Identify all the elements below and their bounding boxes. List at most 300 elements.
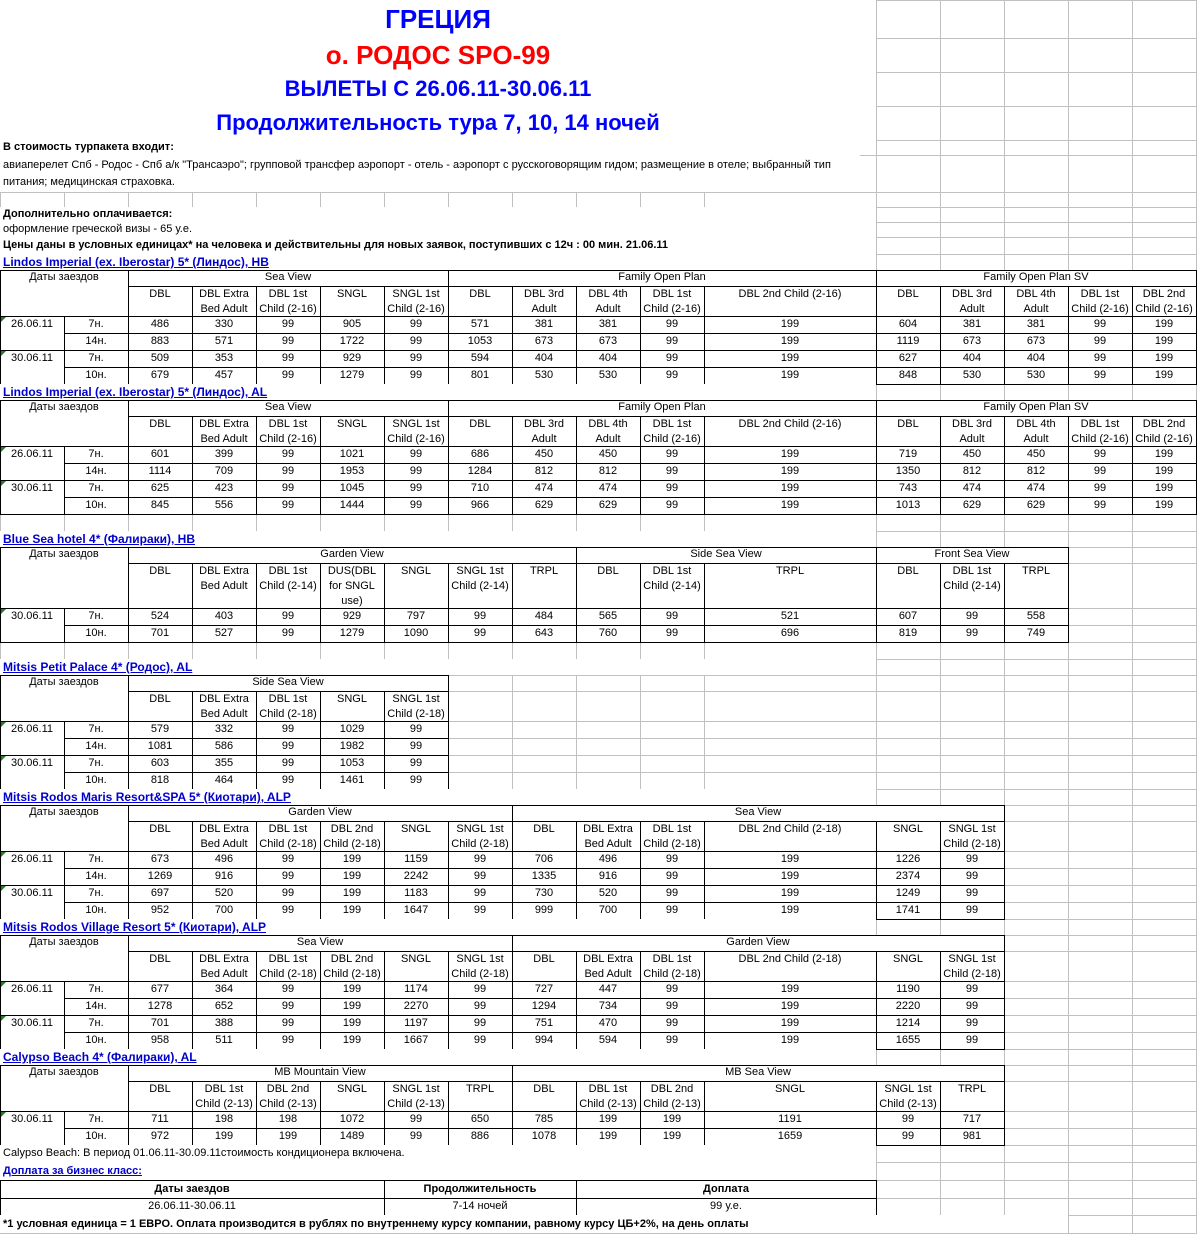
price-cell: 199 xyxy=(780,352,800,364)
room-type-header: TRPL xyxy=(465,1083,495,1095)
room-type-header: DBL 1st Child (2-14) xyxy=(943,565,1001,592)
price-cell: 423 xyxy=(214,482,234,494)
price-cell: 556 xyxy=(214,499,234,511)
duration-title: Продолжительность тура 7, 10, 14 ночей xyxy=(0,106,876,140)
price-cell: 99 xyxy=(965,983,979,995)
arrival-date: 26.06.11 xyxy=(10,318,53,330)
room-type-header: DBL 1st Child (2-18) xyxy=(259,823,317,850)
price-cell: 198 xyxy=(278,1113,298,1125)
price-cell: 99 xyxy=(965,1000,979,1012)
price-cell: 801 xyxy=(470,369,490,381)
price-cell: 199 xyxy=(1154,482,1174,494)
nights-count: 14н. xyxy=(85,465,107,477)
price-cell: 1655 xyxy=(895,1034,921,1046)
arrival-date: 26.06.11 xyxy=(10,448,53,460)
nights-count: 14н. xyxy=(85,335,107,347)
room-type-header: SNGL 1st Child (2-18) xyxy=(451,953,509,980)
price-cell: 1269 xyxy=(147,870,173,882)
arrival-date: 30.06.11 xyxy=(10,1017,53,1029)
room-group-header: Family Open Plan SV xyxy=(983,401,1089,413)
price-cell: 700 xyxy=(214,904,234,916)
hotel-title-link[interactable]: Calypso Beach 4* (Фалираки), AL xyxy=(0,1049,876,1065)
price-cell: 99 xyxy=(409,335,423,347)
price-cell: 199 xyxy=(342,853,362,865)
price-cell: 604 xyxy=(898,318,918,330)
nights-count: 7н. xyxy=(88,887,104,899)
price-cell: 1278 xyxy=(147,1000,173,1012)
dates-label: Даты заездов xyxy=(29,401,99,413)
room-type-header: DBL 1st Child (2-16) xyxy=(1071,418,1129,445)
price-cell: 1045 xyxy=(339,482,365,494)
price-cell: 99 xyxy=(281,335,295,347)
room-type-header: DBL xyxy=(149,823,171,835)
price-cell: 586 xyxy=(214,740,234,752)
room-type-header: DBL 2nd Child (2-13) xyxy=(643,1083,701,1110)
price-cell: 711 xyxy=(151,1113,169,1125)
price-cell: 524 xyxy=(150,610,170,622)
price-cell: 1982 xyxy=(339,740,365,752)
price-cell: 404 xyxy=(598,352,618,364)
price-cell: 99 xyxy=(1093,335,1107,347)
dates-label: Даты заездов xyxy=(29,936,99,948)
price-cell: 1053 xyxy=(339,757,365,769)
room-type-header: SNGL xyxy=(893,823,923,835)
price-cell: 99 xyxy=(281,853,295,865)
price-cell: 474 xyxy=(1026,482,1046,494)
price-cell: 709 xyxy=(214,465,234,477)
price-cell: 99 xyxy=(473,853,487,865)
room-type-header: DBL 1st Child (2-18) xyxy=(259,693,317,720)
price-cell: 717 xyxy=(962,1113,982,1125)
room-type-header: DBL Extra Bed Adult xyxy=(199,288,249,315)
room-type-header: DBL 2nd Child (2-18) xyxy=(323,953,381,980)
price-cell: 199 xyxy=(598,1130,618,1142)
price-cell: 696 xyxy=(780,627,800,639)
price-cell: 99 xyxy=(281,369,295,381)
price-cell: 99 xyxy=(665,1034,679,1046)
price-cell: 929 xyxy=(342,352,362,364)
price-cell: 1053 xyxy=(467,335,493,347)
price-cell: 99 xyxy=(409,723,423,735)
price-cell: 99 xyxy=(409,369,423,381)
price-cell: 381 xyxy=(534,318,554,330)
room-type-header: SNGL xyxy=(401,953,431,965)
price-cell: 99 xyxy=(473,887,487,899)
room-type-header: DBL 2nd Child (2-16) xyxy=(738,288,842,300)
room-type-header: SNGL 1st Child (2-16) xyxy=(387,288,445,315)
price-cell: 199 xyxy=(780,369,800,381)
price-cell: 450 xyxy=(962,448,982,460)
nights-count: 10н. xyxy=(85,369,107,381)
room-type-header: DBL xyxy=(469,288,491,300)
price-cell: 629 xyxy=(598,499,618,511)
price-cell: 99 xyxy=(901,1130,915,1142)
room-type-header: DBL 2nd Child (2-16) xyxy=(738,418,842,430)
business-header: Доплата xyxy=(703,1183,749,1195)
room-type-header: TRPL xyxy=(1021,565,1051,577)
arrival-date: 30.06.11 xyxy=(10,887,53,899)
room-group-header: Front Sea View xyxy=(934,548,1010,560)
price-cell: 99 xyxy=(665,1017,679,1029)
price-cell: 743 xyxy=(898,482,918,494)
arrival-date: 30.06.11 xyxy=(10,482,53,494)
price-cell: 447 xyxy=(598,983,618,995)
island-title: о. РОДОС SPO-99 xyxy=(0,38,876,72)
room-type-header: SNGL 1st Child (2-14) xyxy=(451,565,509,592)
room-type-header: DBL 1st Child (2-14) xyxy=(259,565,317,592)
price-cell: 627 xyxy=(898,352,918,364)
dates-label: Даты заездов xyxy=(29,271,99,283)
price-cell: 99 xyxy=(665,610,679,622)
nights-count: 7н. xyxy=(88,723,104,735)
price-cell: 99 xyxy=(281,1017,295,1029)
price-cell: 99 xyxy=(281,1034,295,1046)
price-cell: 332 xyxy=(214,723,234,735)
price-cell: 99 xyxy=(409,499,423,511)
price-cell: 2374 xyxy=(895,870,921,882)
price-cell: 99 xyxy=(281,983,295,995)
price-cell: 99 xyxy=(665,465,679,477)
room-type-header: DBL 2nd Child (2-18) xyxy=(738,823,842,835)
price-cell: 812 xyxy=(534,465,554,477)
price-cell: 1090 xyxy=(403,627,429,639)
price-cell: 706 xyxy=(534,853,554,865)
price-cell: 1659 xyxy=(777,1130,803,1142)
room-type-header: DBL xyxy=(597,565,619,577)
price-cell: 99 xyxy=(965,627,979,639)
price-cell: 652 xyxy=(214,1000,234,1012)
price-cell: 381 xyxy=(1026,318,1046,330)
price-cell: 819 xyxy=(898,627,918,639)
price-cell: 1078 xyxy=(531,1130,557,1142)
price-cell: 1279 xyxy=(339,627,365,639)
price-cell: 99 xyxy=(409,740,423,752)
room-type-header: DBL 3rd Adult xyxy=(524,288,564,315)
price-cell: 364 xyxy=(214,983,234,995)
room-type-header: DBL 3rd Adult xyxy=(524,418,564,445)
price-cell: 388 xyxy=(214,1017,234,1029)
price-cell: 450 xyxy=(1026,448,1046,460)
room-type-header: DBL xyxy=(897,565,919,577)
room-type-header: SNGL xyxy=(337,418,367,430)
price-cell: 199 xyxy=(780,983,800,995)
price-cell: 994 xyxy=(534,1034,554,1046)
price-cell: 565 xyxy=(598,610,618,622)
room-type-header: DBL xyxy=(469,418,491,430)
price-cell: 399 xyxy=(214,448,234,460)
price-cell: 749 xyxy=(1026,627,1046,639)
room-type-header: DBL xyxy=(149,288,171,300)
price-cell: 673 xyxy=(534,335,554,347)
price-cell: 199 xyxy=(780,482,800,494)
price-cell: 845 xyxy=(150,499,170,511)
price-cell: 734 xyxy=(598,1000,618,1012)
price-cell: 199 xyxy=(780,499,800,511)
nights-count: 7н. xyxy=(88,757,104,769)
room-group-header: Garden View xyxy=(288,806,352,818)
calypso-note: Calypso Beach: В период 01.06.11-30.09.11стоимость кондиционера включена. xyxy=(0,1145,876,1162)
price-cell: 673 xyxy=(1026,335,1046,347)
price-cell: 603 xyxy=(150,757,170,769)
includes-text: авиаперелет Спб - Родос - Спб а/к "Трансаэро"; групповой трансфер аэропорт - отель - аэропорт с русскоговорящим гидом; размещение в отеле; выбранный тип питания; медицинская страховка. xyxy=(0,155,860,192)
nights-count: 7н. xyxy=(88,610,104,622)
price-cell: 1021 xyxy=(339,448,365,460)
price-cell: 330 xyxy=(214,318,234,330)
price-cell: 199 xyxy=(780,1000,800,1012)
price-cell: 1444 xyxy=(339,499,365,511)
business-value: 99 у.е. xyxy=(710,1200,742,1212)
arrival-date: 30.06.11 xyxy=(10,1113,53,1125)
price-cell: 760 xyxy=(598,627,618,639)
price-cell: 99 xyxy=(281,887,295,899)
room-type-header: SNGL 1st Child (2-16) xyxy=(387,418,445,445)
price-cell: 199 xyxy=(342,983,362,995)
room-type-header: SNGL xyxy=(401,565,431,577)
nights-count: 7н. xyxy=(88,853,104,865)
price-cell: 701 xyxy=(150,627,170,639)
price-cell: 929 xyxy=(342,610,362,622)
price-cell: 199 xyxy=(342,904,362,916)
price-cell: 99 xyxy=(965,870,979,882)
nights-count: 7н. xyxy=(88,352,104,364)
price-cell: 677 xyxy=(150,983,170,995)
room-group-header: Sea View xyxy=(734,806,782,818)
nights-count: 10н. xyxy=(85,627,107,639)
business-value: 26.06.11-30.06.11 xyxy=(148,1200,236,1212)
price-cell: 99 xyxy=(665,627,679,639)
room-type-header: DBL xyxy=(533,953,555,965)
room-type-header: DBL 1st Child (2-16) xyxy=(643,418,701,445)
price-cell: 99 xyxy=(665,1000,679,1012)
room-type-header: SNGL 1st Child (2-13) xyxy=(879,1083,937,1110)
business-header: Продолжительность xyxy=(423,1183,537,1195)
room-group-header: Side Sea View xyxy=(690,548,762,560)
price-cell: 99 xyxy=(665,499,679,511)
dates-label: Даты заездов xyxy=(29,1066,99,1078)
price-cell: 403 xyxy=(214,610,234,622)
price-cell: 199 xyxy=(214,1130,234,1142)
price-cell: 530 xyxy=(534,369,554,381)
price-cell: 1294 xyxy=(531,1000,557,1012)
price-cell: 1190 xyxy=(896,983,920,995)
nights-count: 7н. xyxy=(88,1113,104,1125)
room-type-header: DUS(DBL for SNGL use) xyxy=(327,565,377,607)
room-type-header: DBL 1st Child (2-18) xyxy=(643,823,701,850)
price-cell: 625 xyxy=(150,482,170,494)
price-cell: 981 xyxy=(962,1130,982,1142)
price-cell: 99 xyxy=(409,352,423,364)
price-cell: 484 xyxy=(534,610,554,622)
price-cell: 99 xyxy=(665,904,679,916)
price-cell: 520 xyxy=(598,887,618,899)
price-cell: 199 xyxy=(1154,499,1174,511)
price-cell: 457 xyxy=(214,369,234,381)
price-cell: 673 xyxy=(962,335,982,347)
price-cell: 2220 xyxy=(895,1000,921,1012)
hotel-title-link[interactable]: Mitsis Rodos Maris Resort&SPA 5* (Киотари), ALP xyxy=(0,789,876,805)
room-group-header: MB Mountain View xyxy=(274,1066,366,1078)
price-cell: 474 xyxy=(534,482,554,494)
price-cell: 751 xyxy=(534,1017,554,1029)
price-cell: 1159 xyxy=(404,853,428,865)
price-cell: 1214 xyxy=(895,1017,921,1029)
price-cell: 99 xyxy=(473,1017,487,1029)
room-group-header: MB Sea View xyxy=(725,1066,791,1078)
price-cell: 199 xyxy=(598,1113,618,1125)
price-cell: 848 xyxy=(898,369,918,381)
price-cell: 594 xyxy=(598,1034,618,1046)
room-type-header: DBL 4th Adult xyxy=(588,418,628,445)
price-cell: 99 xyxy=(473,904,487,916)
room-group-header: Sea View xyxy=(296,936,344,948)
nights-count: 7н. xyxy=(88,482,104,494)
room-type-header: DBL 1st Child (2-18) xyxy=(259,953,317,980)
room-type-header: SNGL xyxy=(401,823,431,835)
arrival-date: 26.06.11 xyxy=(10,853,53,865)
price-cell: 99 xyxy=(281,318,295,330)
price-cell: 1953 xyxy=(339,465,365,477)
price-cell: 99 xyxy=(409,318,423,330)
nights-count: 7н. xyxy=(88,983,104,995)
price-cell: 99 xyxy=(965,853,979,865)
room-group-header: Side Sea View xyxy=(252,676,324,688)
nights-count: 10н. xyxy=(85,1130,107,1142)
price-cell: 579 xyxy=(150,723,170,735)
room-type-header: DBL Extra Bed Adult xyxy=(583,823,633,850)
price-cell: 99 xyxy=(281,740,295,752)
price-cell: 99 xyxy=(281,499,295,511)
price-cell: 650 xyxy=(470,1113,490,1125)
room-type-header: DBL 4th Adult xyxy=(1016,288,1056,315)
room-type-header: DBL Extra Bed Adult xyxy=(199,693,249,720)
price-cell: 643 xyxy=(534,627,554,639)
price-cell: 99 xyxy=(409,757,423,769)
room-type-header: SNGL 1st Child (2-18) xyxy=(943,823,1001,850)
price-cell: 99 xyxy=(473,610,487,622)
price-cell: 697 xyxy=(150,887,170,899)
price-cell: 199 xyxy=(780,853,800,865)
price-cell: 199 xyxy=(780,448,800,460)
nights-count: 14н. xyxy=(85,870,107,882)
hotel-title-link[interactable]: Mitsis Rodos Village Resort 5* (Киотари), ALP xyxy=(0,919,876,935)
room-type-header: DBL 1st Child (2-13) xyxy=(579,1083,637,1110)
room-type-header: DBL xyxy=(533,823,555,835)
price-cell: 629 xyxy=(962,499,982,511)
room-type-header: DBL Extra Bed Adult xyxy=(199,953,249,980)
price-cell: 629 xyxy=(534,499,554,511)
price-cell: 199 xyxy=(662,1113,682,1125)
price-cell: 99 xyxy=(473,627,487,639)
room-type-header: DBL 1st Child (2-16) xyxy=(259,288,317,315)
price-cell: 199 xyxy=(780,318,800,330)
price-cell: 710 xyxy=(470,482,490,494)
price-cell: 464 xyxy=(214,774,234,786)
hotel-title-link[interactable]: Blue Sea hotel 4* (Фалираки), HB xyxy=(0,531,876,547)
room-type-header: DBL 2nd Child (2-18) xyxy=(323,823,381,850)
price-cell: 99 xyxy=(965,1017,979,1029)
arrival-date: 30.06.11 xyxy=(10,610,53,622)
price-cell: 1029 xyxy=(339,723,365,735)
price-cell: 99 xyxy=(665,482,679,494)
price-cell: 199 xyxy=(1154,448,1174,460)
room-type-header: DBL 2nd Child (2-16) xyxy=(1135,418,1193,445)
price-cell: 470 xyxy=(598,1017,618,1029)
hotel-title-link[interactable]: Lindos Imperial (ex. Iberostar) 5* (Линдос), HB xyxy=(0,254,876,270)
price-cell: 99 xyxy=(409,482,423,494)
price-cell: 571 xyxy=(214,335,234,347)
nights-count: 14н. xyxy=(85,740,107,752)
room-type-header: DBL 3rd Adult xyxy=(952,288,992,315)
price-cell: 198 xyxy=(214,1113,234,1125)
price-cell: 99 xyxy=(473,1034,487,1046)
price-cell: 1183 xyxy=(404,887,428,899)
price-cell: 99 xyxy=(1093,369,1107,381)
room-type-header: DBL xyxy=(149,1083,171,1095)
arrival-date: 26.06.11 xyxy=(10,723,53,735)
price-cell: 474 xyxy=(598,482,618,494)
room-type-header: DBL 1st Child (2-18) xyxy=(643,953,701,980)
room-type-header: DBL 1st Child (2-14) xyxy=(643,565,701,592)
room-type-header: SNGL 1st Child (2-13) xyxy=(387,1083,445,1110)
room-group-header: Sea View xyxy=(264,401,312,413)
arrival-date: 26.06.11 xyxy=(10,983,53,995)
price-cell: 381 xyxy=(962,318,982,330)
price-cell: 558 xyxy=(1026,610,1046,622)
price-cell: 1279 xyxy=(339,369,365,381)
price-cell: 1197 xyxy=(404,1017,428,1029)
price-cell: 812 xyxy=(598,465,618,477)
price-cell: 99 xyxy=(665,448,679,460)
price-cell: 99 xyxy=(665,853,679,865)
price-cell: 812 xyxy=(1026,465,1046,477)
hotel-title-link[interactable]: Mitsis Petit Palace 4* (Родос), AL xyxy=(0,659,876,675)
price-cell: 701 xyxy=(150,1017,170,1029)
room-type-header: SNGL xyxy=(893,953,923,965)
price-cell: 511 xyxy=(215,1034,233,1046)
nights-count: 7н. xyxy=(88,448,104,460)
price-cell: 99 xyxy=(473,983,487,995)
price-cell: 199 xyxy=(1154,318,1174,330)
price-cell: 199 xyxy=(662,1130,682,1142)
hotel-title-link[interactable]: Lindos Imperial (ex. Iberostar) 5* (Линдос), AL xyxy=(0,384,876,400)
room-type-header: DBL 1st Child (2-13) xyxy=(195,1083,253,1110)
room-type-header: DBL xyxy=(149,418,171,430)
price-cell: 916 xyxy=(214,870,234,882)
room-type-header: SNGL xyxy=(775,1083,805,1095)
price-cell: 99 xyxy=(1093,482,1107,494)
price-cell: 99 xyxy=(1093,352,1107,364)
room-type-header: SNGL xyxy=(337,1083,367,1095)
extra-text: оформление греческой визы - 65 у.е. xyxy=(0,222,876,237)
room-group-header: Family Open Plan xyxy=(618,401,706,413)
price-cell: 797 xyxy=(406,610,426,622)
price-cell: 2270 xyxy=(403,1000,429,1012)
price-cell: 199 xyxy=(780,1034,800,1046)
price-cell: 958 xyxy=(150,1034,170,1046)
price-cell: 99 xyxy=(409,774,423,786)
nights-count: 14н. xyxy=(85,1000,107,1012)
room-type-header: TRPL xyxy=(775,565,805,577)
room-type-header: DBL xyxy=(149,565,171,577)
room-type-header: DBL 2nd Child (2-16) xyxy=(1135,288,1193,315)
price-cell: 99 xyxy=(665,983,679,995)
price-cell: 381 xyxy=(598,318,618,330)
price-cell: 99 xyxy=(473,1000,487,1012)
price-cell: 199 xyxy=(342,1034,362,1046)
price-cell: 1647 xyxy=(403,904,429,916)
price-cell: 199 xyxy=(1154,465,1174,477)
room-group-header: Family Open Plan SV xyxy=(983,271,1089,283)
